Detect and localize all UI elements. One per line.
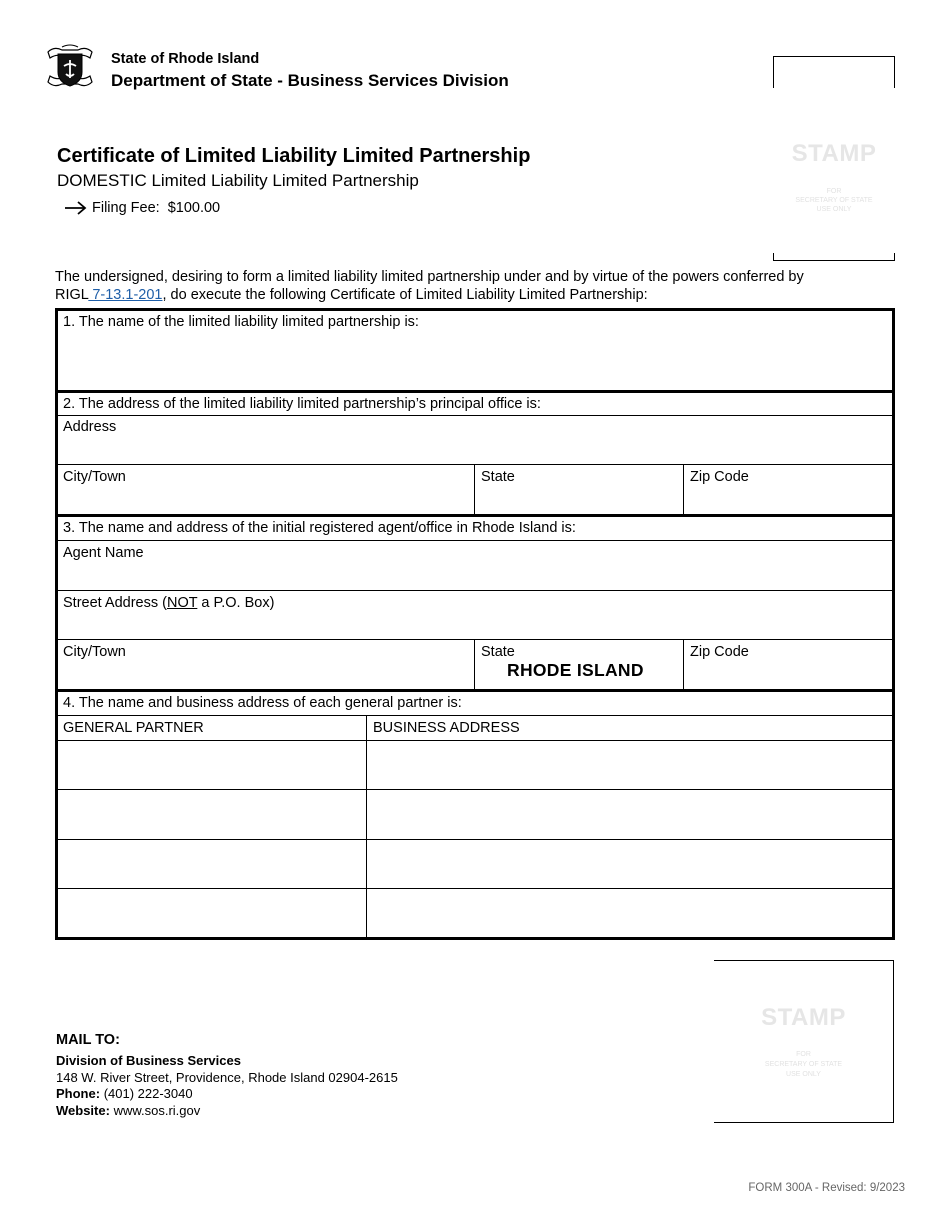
mail-address: 148 W. River Street, Providence, Rhode Island 02904-2615 — [56, 1070, 398, 1085]
state-label: State — [481, 469, 515, 485]
form-subtitle: DOMESTIC Limited Liability Limited Partnership — [57, 171, 419, 190]
stamp-box-top — [773, 56, 895, 261]
agent-zip-label: Zip Code — [690, 644, 749, 660]
mail-to-heading: MAIL TO: — [56, 1032, 120, 1048]
state-name: State of Rhode Island — [111, 51, 260, 67]
agent-city-label: City/Town — [63, 644, 126, 660]
arrow-right-icon — [64, 201, 88, 215]
street-address-label: Street Address (NOT a P.O. Box) — [63, 595, 275, 611]
section-4-heading: 4. The name and business address of each general partner is: — [63, 695, 462, 711]
city-label: City/Town — [63, 469, 126, 485]
llp-name-field[interactable] — [58, 333, 892, 390]
principal-address-field[interactable] — [58, 417, 892, 464]
section-1-heading: 1. The name of the limited liability limited partnership is: — [63, 314, 419, 330]
rigl-link[interactable]: 7-13.1-201 — [88, 287, 163, 303]
agent-name-field[interactable] — [58, 542, 892, 590]
table-row[interactable] — [58, 791, 892, 839]
stamp-line: FOR — [826, 188, 842, 195]
agent-name-label: Agent Name — [63, 545, 144, 561]
stamp-word: STAMP — [791, 140, 877, 167]
filing-fee — [64, 200, 220, 216]
stamp-word: STAMP — [761, 1004, 846, 1031]
table-row[interactable] — [58, 742, 892, 789]
form-revision: FORM 300A - Revised: 9/2023 — [748, 1182, 905, 1194]
certificate-form — [55, 308, 895, 940]
mail-website: Website: www.sos.ri.gov — [56, 1103, 201, 1118]
stamp-line: USE ONLY — [786, 1071, 821, 1078]
stamp-line: SECRETARY OF STATE — [764, 1061, 843, 1068]
general-partner-header: GENERAL PARTNER — [63, 720, 204, 736]
stamp-box-bottom — [714, 960, 894, 1123]
agent-state-value: RHODE ISLAND — [507, 660, 644, 680]
fee-label: Filing Fee: — [92, 200, 160, 216]
street-address-field[interactable] — [58, 613, 892, 639]
website-link[interactable]: www.sos.ri.gov — [113, 1103, 201, 1118]
zip-label: Zip Code — [690, 469, 749, 485]
mail-phone: Phone: (401) 222-3040 — [56, 1086, 193, 1101]
stamp-line: FOR — [796, 1051, 811, 1058]
business-address-header: BUSINESS ADDRESS — [373, 720, 520, 736]
section-3-heading: 3. The name and address of the initial registered agent/office in Rhode Island is: — [63, 520, 576, 536]
agent-state-label: State — [481, 644, 515, 660]
table-row[interactable] — [58, 841, 892, 888]
fee-amount: $100.00 — [167, 200, 221, 216]
intro-paragraph: The undersigned, desiring to form a limited liability limited partnership under and by virtue of the powers conferred by RIGL 7-13.1-201, do execute the following Certificate of Limited Liability Limited Partnership: — [55, 269, 804, 303]
address-label: Address — [63, 419, 117, 435]
department-name: Department of State - Business Services Division — [111, 71, 509, 90]
rhode-island-seal-icon — [44, 44, 96, 92]
table-row[interactable] — [58, 890, 892, 937]
mail-division: Division of Business Services — [56, 1053, 241, 1068]
form-title: Certificate of Limited Liability Limited Partnership — [57, 145, 531, 167]
section-2-heading: 2. The address of the limited liability limited partnership’s principal office is: — [63, 396, 541, 412]
stamp-line: USE ONLY — [816, 206, 852, 213]
stamp-line: SECRETARY OF STATE — [795, 197, 873, 204]
